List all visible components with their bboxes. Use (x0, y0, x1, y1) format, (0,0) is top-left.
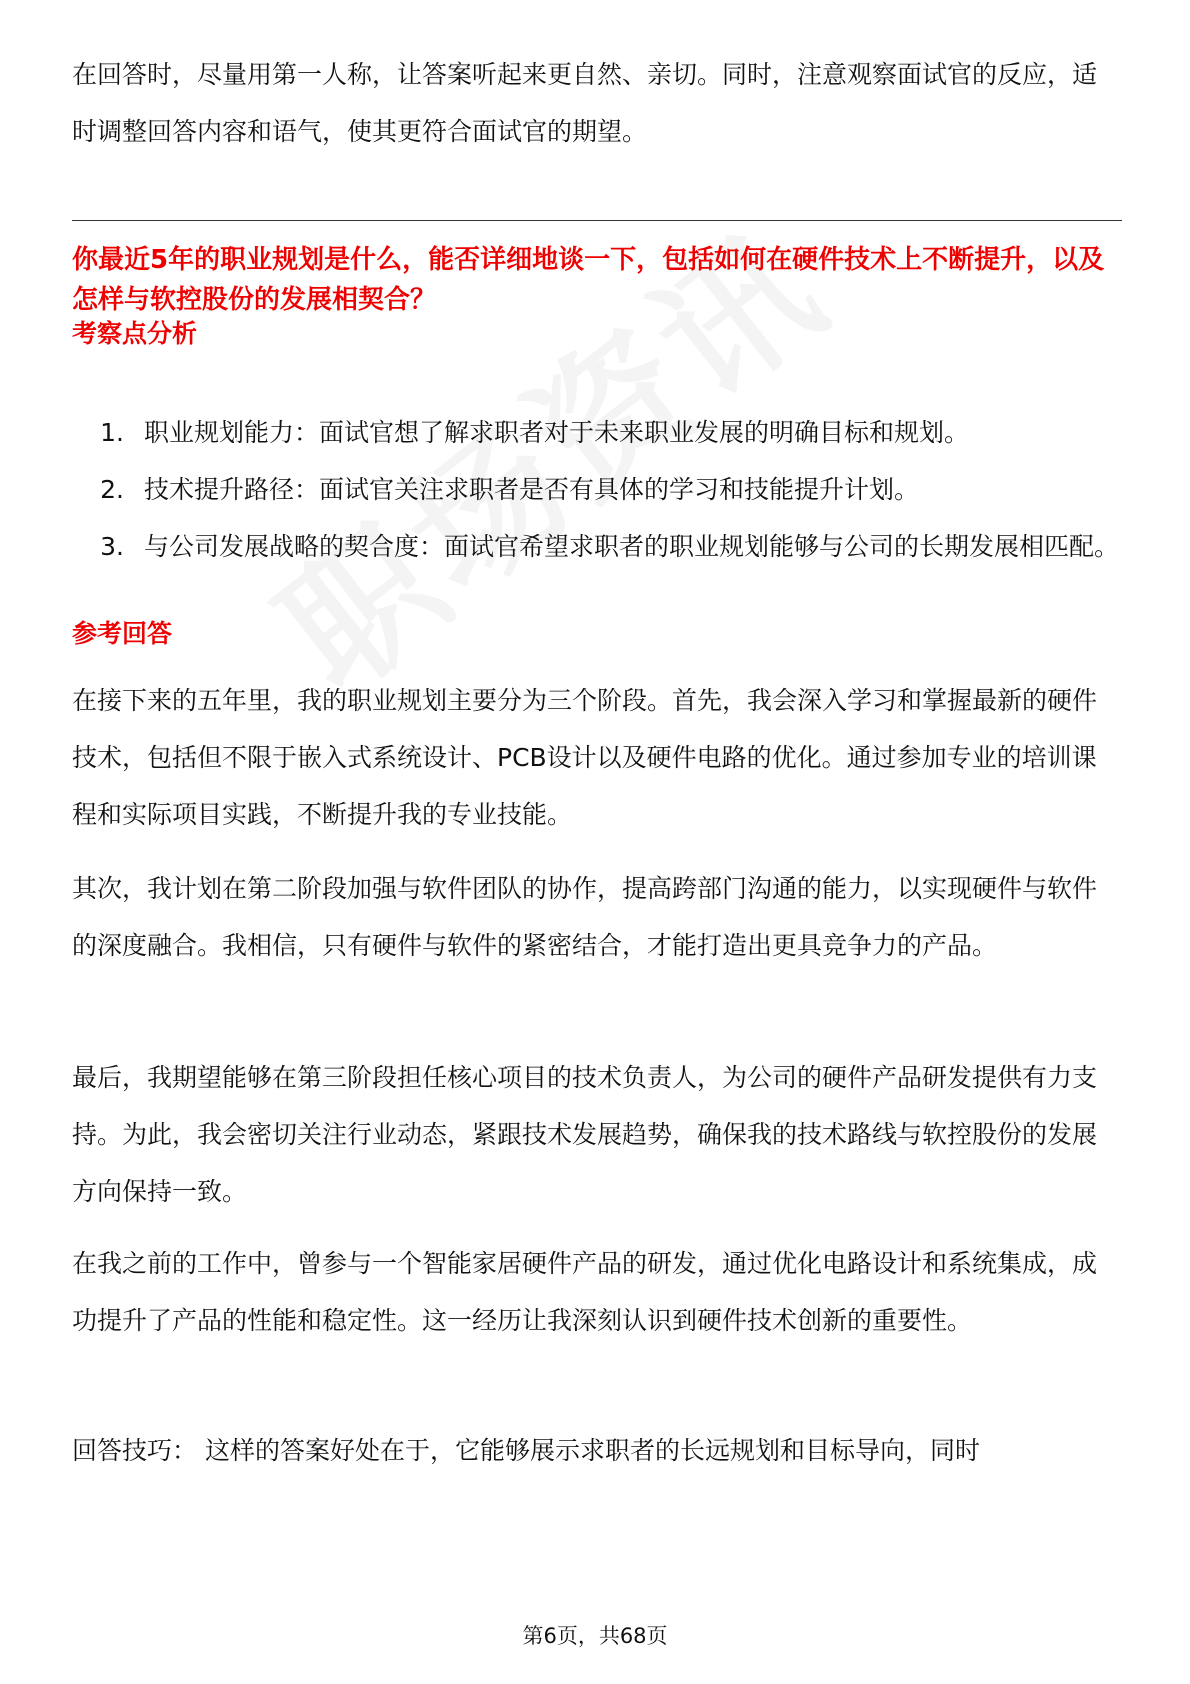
reference-paragraph: 在接下来的五年里，我的职业规划主要分为三个阶段。首先，我会深入学习和掌握最新的硬件技术，包括但不限于嵌入式系统设计、PCB设计以及硬件电路的优化。通过参加专业的培训课程和实际项目实践，不断提升我的专业技能。 (72, 686, 1098, 829)
list-item-number: 3. (100, 532, 124, 561)
analysis-title: 考察点分析 (72, 319, 198, 348)
analysis-list (72, 404, 1122, 575)
list-item-text: 职业规划能力：面试官想了解求职者对于未来职业发展的明确目标和规划。 (144, 418, 970, 447)
list-item-number: 2. (100, 475, 124, 504)
reference-paragraph: 最后，我期望能够在第三阶段担任核心项目的技术负责人，为公司的硬件产品研发提供有力支持。为此，我会密切关注行业动态，紧跟技术发展趋势，确保我的技术路线与软控股份的发展方向保持一致。 (72, 1063, 1098, 1206)
list-item-text: 与公司发展战略的契合度：面试官希望求职者的职业规划能够与公司的长期发展相匹配。 (144, 532, 1120, 561)
list-item (72, 518, 1122, 575)
list-item (72, 404, 1122, 461)
intro-paragraph: 在回答时，尽量用第一人称，让答案听起来更自然、亲切。同时，注意观察面试官的反应，适时调整回答内容和语气，使其更符合面试官的期望。 (72, 60, 1098, 146)
question-heading: 你最近5年的职业规划是什么，能否详细地谈一下，包括如何在硬件技术上不断提升，以及怎样与软控股份的发展相契合？ (72, 245, 1105, 315)
reference-title: 参考回答 (72, 619, 173, 648)
reference-paragraph: 在我之前的工作中，曾参与一个智能家居硬件产品的研发，通过优化电路设计和系统集成，成功提升了产品的性能和稳定性。这一经历让我深刻认识到硬件技术创新的重要性。 (72, 1249, 1098, 1335)
watermark (230, 67, 993, 730)
list-item (72, 461, 1122, 518)
page-footer: 第6页，共68页 (522, 1624, 668, 1648)
list-item-number: 1. (100, 418, 124, 447)
answer-tips: 回答技巧： 这样的答案好处在于，它能够展示求职者的长远规划和目标导向，同时 (72, 1436, 980, 1465)
reference-paragraph: 其次，我计划在第二阶段加强与软件团队的协作，提高跨部门沟通的能力，以实现硬件与软件的深度融合。我相信，只有硬件与软件的紧密结合，才能打造出更具竞争力的产品。 (72, 874, 1098, 960)
section-divider (72, 220, 1122, 221)
list-item-text: 技术提升路径：面试官关注求职者是否有具体的学习和技能提升计划。 (144, 475, 920, 504)
